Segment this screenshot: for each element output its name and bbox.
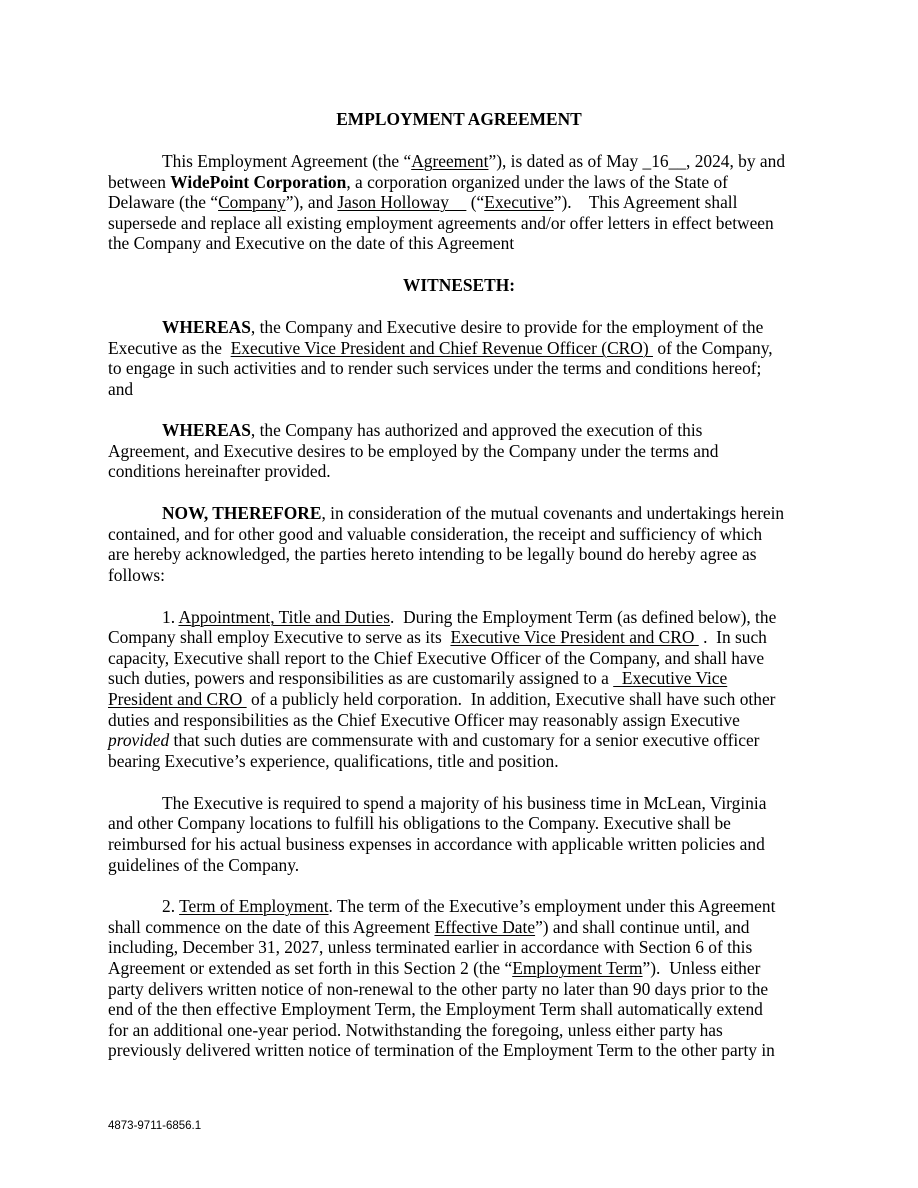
now-therefore-line: NOW, THEREFORE, in consideration of the mutual covenants and undertakings herein	[162, 503, 785, 523]
section-1-line: such duties, powers and responsibilities as are customarily assigned to a Executive Vice	[108, 668, 728, 688]
whereas-line: Executive as the Executive Vice President and Chief Revenue Officer (CRO) of the Company,	[108, 338, 773, 358]
section-2-line: previously delivered written notice of termination of the Employment Term to the other party in	[108, 1040, 775, 1060]
location-line: The Executive is required to spend a majority of his business time in McLean, Virginia	[162, 793, 767, 813]
intro-line: between WidePoint Corporation, a corporation organized under the laws of the State of	[108, 172, 728, 192]
document-id-footer: 4873-9711-6856.1	[108, 1120, 202, 1132]
defined-term: Employment Term	[512, 958, 643, 978]
now-therefore-line: follows:	[108, 565, 166, 585]
section-2-line: 2. Term of Employment. The term of the Executive’s employment under this Agreement	[162, 896, 776, 916]
position-title: Executive Vice	[613, 668, 728, 688]
whereas-line: WHEREAS, the Company has authorized and approved the execution of this	[162, 420, 703, 440]
defined-term: Company	[218, 192, 286, 212]
section-heading: Term of Employment	[179, 896, 329, 916]
section-1-line: duties and responsibilities as the Chief Executive Officer may reasonably assign Executive	[108, 710, 740, 730]
intro-line: the Company and Executive on the date of this Agreement	[108, 233, 515, 253]
now-therefore-line: are hereby acknowledged, the parties hereto intending to be legally bound do hereby agree as	[108, 544, 757, 564]
section-2-line: including, December 31, 2027, unless terminated earlier in accordance with Section 6 of this	[108, 937, 753, 957]
section-1-line: bearing Executive’s experience, qualifications, title and position.	[108, 751, 559, 771]
witnesseth-heading: WITNESETH:	[402, 275, 516, 295]
whereas-line: WHEREAS, the Company and Executive desire to provide for the employment of the	[162, 317, 764, 337]
whereas-line: to engage in such activities and to render such services under the terms and conditions hereof;	[108, 358, 762, 378]
position-title: Executive Vice President and CRO	[450, 627, 699, 647]
whereas-line: Agreement, and Executive desires to be employed by the Company under the terms and	[108, 441, 719, 461]
section-1-line: Company shall employ Executive to serve as its Executive Vice President and CRO . In such	[108, 627, 767, 647]
whereas-line: conditions hereinafter provided.	[108, 461, 331, 481]
executive-name: Jason Holloway	[337, 192, 467, 212]
section-2-line: party delivers written notice of non-renewal to the other party no later than 90 days prior to the	[108, 979, 769, 999]
defined-term: Effective Date	[434, 917, 536, 937]
location-line: reimbursed for his actual business expenses in accordance with applicable written policies and	[108, 834, 765, 854]
intro-line: This Employment Agreement (the “Agreement”), is dated as of May _16__, 2024, by and	[162, 151, 786, 171]
position-title: Executive Vice President and Chief Revenue Officer (CRO)	[230, 338, 653, 358]
location-line: and other Company locations to fulfill his obligations to the Company. Executive shall be	[108, 813, 731, 833]
section-2-line: for an additional one-year period. Notwithstanding the foregoing, unless either party has	[108, 1020, 723, 1040]
section-2-line: shall commence on the date of this Agreement Effective Date”) and shall continue until, and	[108, 917, 750, 937]
intro-line: Delaware (the “Company”), and Jason Holloway (“Executive”). This Agreement shall	[108, 192, 738, 212]
company-name: WidePoint Corporation	[170, 172, 347, 192]
whereas-line: and	[108, 379, 134, 399]
defined-term: Executive	[484, 192, 554, 212]
document-title: EMPLOYMENT AGREEMENT	[336, 109, 582, 129]
section-2-line: Agreement or extended as set forth in this Section 2 (the “Employment Term”). Unless either	[108, 958, 761, 978]
section-heading: Appointment, Title and Duties	[178, 607, 391, 627]
section-1-line: provided that such duties are commensurate with and customary for a senior executive officer	[108, 730, 760, 750]
section-2-line: end of the then effective Employment Term, the Employment Term shall automatically extend	[108, 999, 763, 1019]
location-line: guidelines of the Company.	[108, 855, 300, 875]
section-1-line: capacity, Executive shall report to the Chief Executive Officer of the Company, and shall have	[108, 648, 765, 668]
position-title: President and CRO	[108, 689, 247, 709]
defined-term: Agreement	[411, 151, 489, 171]
section-1-line: President and CRO of a publicly held corporation. In addition, Executive shall have such other	[108, 689, 776, 709]
intro-line: supersede and replace all existing employment agreements and/or offer letters in effect between	[108, 213, 774, 233]
section-1-line: 1. Appointment, Title and Duties. During the Employment Term (as defined below), the	[162, 607, 777, 627]
now-therefore-line: contained, and for other good and valuable consideration, the receipt and sufficiency of which	[108, 524, 763, 544]
